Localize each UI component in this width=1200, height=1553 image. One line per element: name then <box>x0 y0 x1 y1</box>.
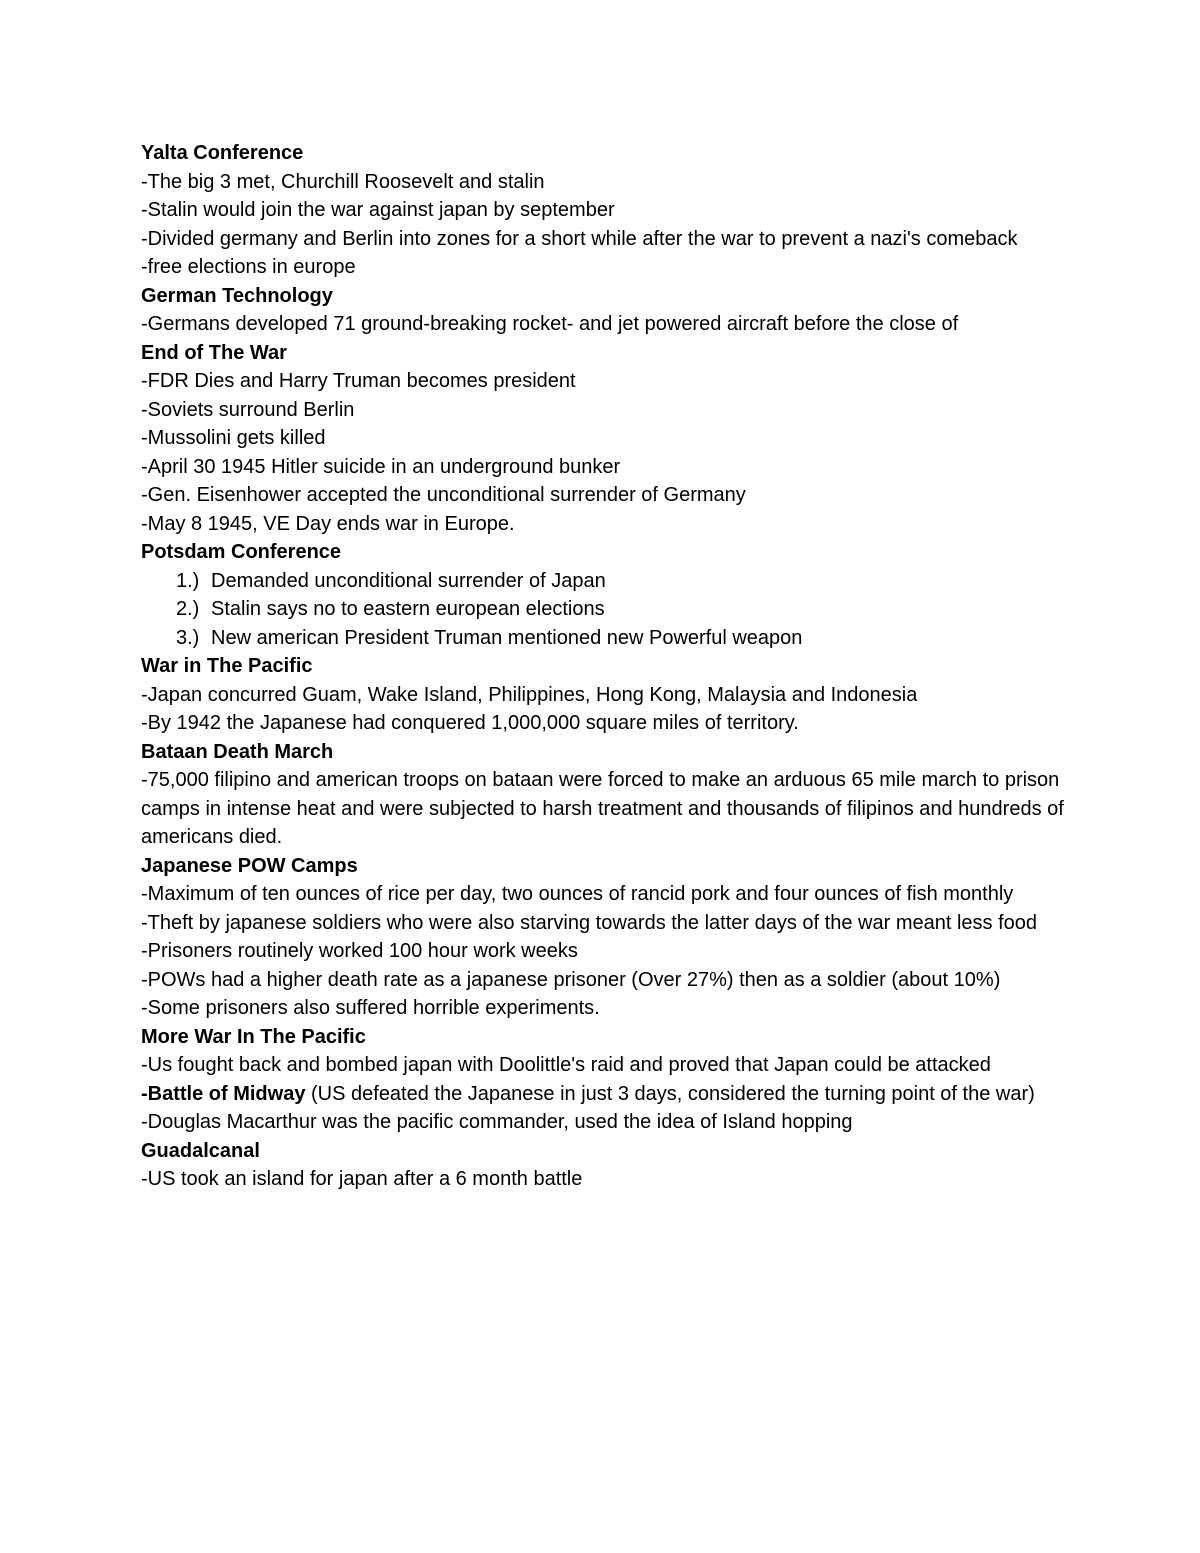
note-line: -Some prisoners also suffered horrible experiments. <box>141 997 600 1019</box>
note-line: -Maximum of ten ounces of rice per day, two ounces of rancid pork and four ounces of fish monthly <box>141 883 1014 905</box>
heading-more-war-in-the-pacific: More War In The Pacific <box>141 1025 366 1048</box>
document-page <box>141 139 1071 1194</box>
list-item <box>141 567 1071 596</box>
numbered-list <box>141 567 1071 653</box>
note-line: -Divided germany and Berlin into zones for a short while after the war to prevent a nazi's comeback <box>141 227 1018 250</box>
note-line: -May 8 1945, VE Day ends war in Europe. <box>141 512 515 535</box>
list-item <box>141 624 1071 653</box>
heading-japanese-pow-camps: Japanese POW Camps <box>141 854 358 877</box>
list-item-text: Demanded unconditional surrender of Japan <box>211 569 606 592</box>
note-line: -free elections in europe <box>141 256 356 278</box>
note-line: -POWs had a higher death rate as a japanese prisoner (Over 27%) then as a soldier (about 10%) <box>141 968 1001 991</box>
note-line: -April 30 1945 Hitler suicide in an underground bunker <box>141 455 621 478</box>
note-line: -Soviets surround Berlin <box>141 398 355 421</box>
note-line: -Stalin would join the war against japan by september <box>141 199 615 221</box>
list-number: 1.) <box>176 569 200 592</box>
list-number: 3.) <box>176 626 200 649</box>
heading-bataan-death-march: Bataan Death March <box>141 740 334 763</box>
list-number: 2.) <box>176 598 200 620</box>
heading-yalta-conference: Yalta Conference <box>141 142 304 164</box>
list-item-text: Stalin says no to eastern european elections <box>211 598 605 620</box>
note-line: -By 1942 the Japanese had conquered 1,000,000 square miles of territory. <box>141 712 799 734</box>
note-line: -Japan concurred Guam, Wake Island, Philippines, Hong Kong, Malaysia and Indonesia <box>141 683 918 706</box>
note-line: -US took an island for japan after a 6 month battle <box>141 1168 583 1190</box>
note-line: -Germans developed 71 ground-breaking rocket- and jet powered aircraft before the close of <box>141 313 959 335</box>
note-line: -FDR Dies and Harry Truman becomes president <box>141 370 576 392</box>
note-line: -The big 3 met, Churchill Roosevelt and stalin <box>141 170 545 193</box>
note-line: -Douglas Macarthur was the pacific commander, used the idea of Island hopping <box>141 1111 853 1133</box>
note-line: -Theft by japanese soldiers who were also starving towards the latter days of the war meant less food <box>141 911 1038 934</box>
note-line: -Us fought back and bombed japan with Doolittle's raid and proved that Japan could be attacked <box>141 1054 991 1076</box>
heading-end-of-the-war: End of The War <box>141 341 287 364</box>
heading-guadalcanal: Guadalcanal <box>141 1139 260 1162</box>
note-line: -75,000 filipino and american troops on bataan were forced to make an arduous 65 mile march to prison camps in intense heat and were subjected to harsh treatment and thousands of filipinos and hundreds of americans died. <box>141 769 1064 848</box>
heading-war-in-the-pacific: War in The Pacific <box>141 655 313 677</box>
heading-german-technology: German Technology <box>141 284 333 307</box>
heading-potsdam-conference: Potsdam Conference <box>141 541 342 563</box>
note-line: -Prisoners routinely worked 100 hour work weeks <box>141 940 578 962</box>
midway-bold-label: -Battle of Midway <box>141 1082 306 1105</box>
note-line: -Gen. Eisenhower accepted the unconditional surrender of Germany <box>141 484 746 506</box>
note-line-midway <box>141 1080 1071 1109</box>
midway-detail: (US defeated the Japanese in just 3 days, considered the turning point of the war) <box>305 1082 1035 1105</box>
list-item-text: New american President Truman mentioned new Powerful weapon <box>211 626 803 649</box>
note-line: -Mussolini gets killed <box>141 427 326 449</box>
list-item <box>141 595 1071 624</box>
